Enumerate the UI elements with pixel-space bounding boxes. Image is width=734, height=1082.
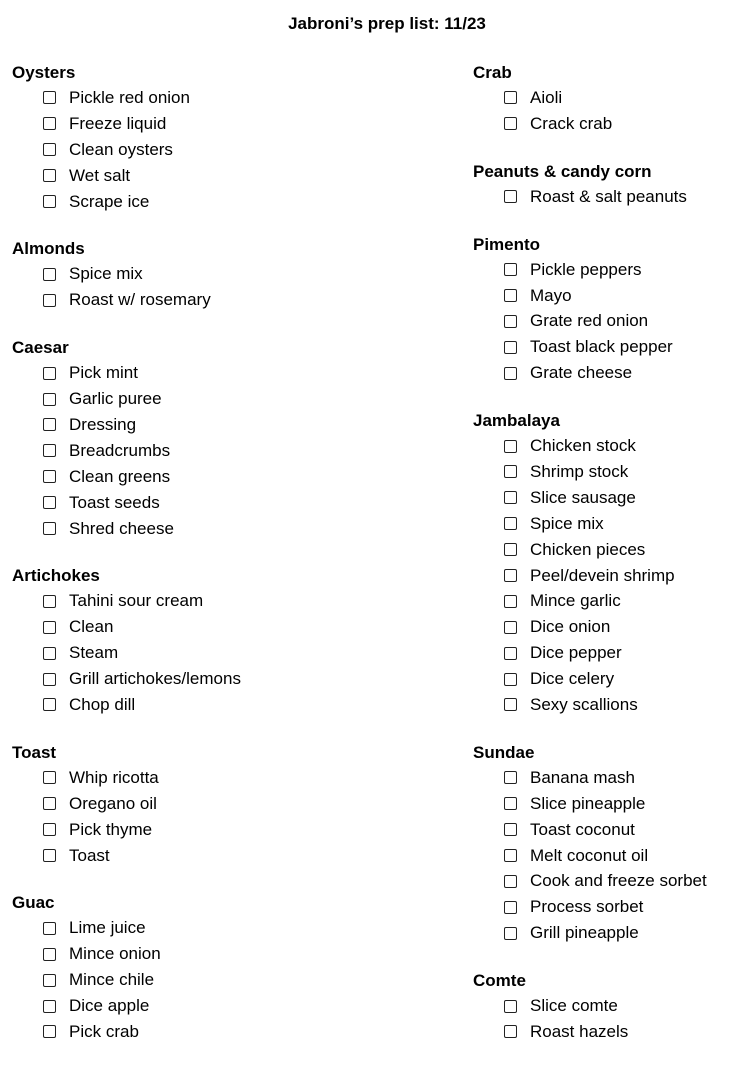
checkbox[interactable] — [43, 268, 56, 281]
checkbox[interactable] — [43, 595, 56, 608]
checklist-item-label: Grate red onion — [530, 311, 649, 331]
section-heading: Toast — [12, 742, 57, 762]
checkbox[interactable] — [43, 117, 56, 130]
checklist-item-label: Dressing — [69, 414, 137, 434]
checklist-item-label: Pick thyme — [69, 819, 153, 839]
checklist-item-label: Pick mint — [69, 363, 138, 383]
checklist-item[interactable] — [12, 287, 241, 313]
checklist-item-label: Chicken pieces — [530, 539, 646, 559]
checkbox[interactable] — [504, 440, 517, 453]
checkbox[interactable] — [504, 289, 517, 302]
checkbox[interactable] — [504, 315, 517, 328]
section-crab — [473, 60, 707, 137]
checkbox[interactable] — [43, 948, 56, 961]
checklist-item-label: Dice onion — [530, 617, 611, 637]
checkbox[interactable] — [43, 470, 56, 483]
checkbox[interactable] — [43, 698, 56, 711]
section-heading: Caesar — [12, 338, 69, 358]
checkbox[interactable] — [43, 393, 56, 406]
checkbox[interactable] — [43, 169, 56, 182]
checklist-item[interactable] — [12, 189, 241, 215]
checkbox[interactable] — [43, 496, 56, 509]
checklist-item-label: Mince garlic — [530, 591, 621, 611]
checkbox[interactable] — [504, 595, 517, 608]
checklist-item[interactable] — [473, 1019, 707, 1045]
checklist-item[interactable] — [473, 334, 707, 360]
checkbox[interactable] — [43, 823, 56, 836]
checklist-item-label: Crack crab — [530, 113, 613, 133]
section-toast — [12, 740, 241, 869]
checklist-item-label: Toast seeds — [69, 492, 160, 512]
checkbox[interactable] — [504, 543, 517, 556]
checklist-item-label: Peel/devein shrimp — [530, 565, 675, 585]
checklist-item[interactable] — [473, 868, 707, 894]
checklist-item-label: Grate cheese — [530, 363, 633, 383]
checklist-item[interactable] — [473, 563, 707, 589]
checklist-item[interactable] — [473, 283, 707, 309]
checklist-item-label: Dice pepper — [530, 643, 622, 663]
checklist-item-label: Mince chile — [69, 970, 155, 990]
checklist-item-label: Spice mix — [69, 264, 143, 284]
checklist-item-label: Toast coconut — [530, 819, 635, 839]
checklist-item-label: Clean greens — [69, 466, 171, 486]
section-oysters — [12, 60, 241, 214]
section-jambalaya — [473, 408, 707, 718]
checkbox[interactable] — [504, 569, 517, 582]
checklist-item-label: Mayo — [530, 285, 572, 305]
checklist-item-label: Breadcrumbs — [69, 440, 171, 460]
section-peanuts-candy-corn — [473, 159, 707, 210]
checkbox[interactable] — [43, 444, 56, 457]
right-column — [473, 60, 707, 1067]
checklist-item-label: Dice celery — [530, 669, 615, 689]
checklist-item[interactable] — [473, 459, 707, 485]
checklist-item[interactable] — [473, 433, 707, 459]
checklist-item-label: Lime juice — [69, 918, 146, 938]
checklist-item-label: Garlic puree — [69, 389, 162, 409]
section-almonds — [12, 236, 241, 313]
checklist-item-label: Slice sausage — [530, 487, 636, 507]
checklist-item[interactable] — [12, 640, 241, 666]
checkbox[interactable] — [504, 1025, 517, 1038]
checklist-item-label: Cook and freeze sorbet — [530, 871, 707, 891]
section-heading: Crab — [473, 63, 512, 82]
checkbox[interactable] — [43, 367, 56, 380]
section-heading: Jambalaya — [473, 411, 560, 431]
checklist-item[interactable] — [473, 765, 707, 791]
section-comte — [473, 968, 707, 1045]
checklist-item[interactable] — [473, 614, 707, 640]
checklist-item-label: Toast black pepper — [530, 337, 673, 357]
checklist-item[interactable] — [473, 817, 707, 843]
checklist-item[interactable] — [473, 640, 707, 666]
checkbox[interactable] — [504, 367, 517, 380]
checkbox[interactable] — [43, 974, 56, 987]
checklist-item[interactable] — [12, 765, 241, 791]
checklist-item[interactable] — [473, 360, 707, 386]
checkbox[interactable] — [504, 673, 517, 686]
checklist-item-label: Melt coconut oil — [530, 845, 649, 865]
checkbox[interactable] — [504, 875, 517, 888]
checklist-item[interactable] — [473, 511, 707, 537]
checklist-item[interactable] — [12, 111, 241, 137]
checklist-item-label: Grill pineapple — [530, 923, 639, 943]
checkbox[interactable] — [504, 263, 517, 276]
checkbox[interactable] — [43, 673, 56, 686]
checklist-item[interactable] — [12, 261, 241, 287]
checklist-item-label: Pickle red onion — [69, 87, 190, 107]
checklist-item[interactable] — [12, 588, 241, 614]
checklist-item-label: Scrape ice — [69, 191, 150, 211]
checklist-item[interactable] — [473, 666, 707, 692]
section-guac — [12, 890, 241, 1044]
checkbox[interactable] — [504, 823, 517, 836]
checklist-item[interactable] — [473, 894, 707, 920]
section-heading: Peanuts & candy corn — [473, 161, 652, 181]
checklist-item-label: Freeze liquid — [69, 113, 167, 133]
checkbox[interactable] — [504, 1000, 517, 1013]
checklist-item[interactable] — [12, 791, 241, 817]
checklist-item-label: Banana mash — [530, 767, 635, 787]
section-heading: Oysters — [12, 63, 76, 82]
checklist-item[interactable] — [12, 967, 241, 993]
checklist-item[interactable] — [12, 692, 241, 718]
section-pimento — [473, 232, 707, 386]
checkbox[interactable] — [43, 418, 56, 431]
checklist-item-label: Tahini sour cream — [69, 591, 204, 611]
checklist-item[interactable] — [473, 485, 707, 511]
checklist-item-label: Toast — [69, 845, 110, 865]
checklist-item[interactable] — [12, 915, 241, 941]
checklist-item[interactable] — [12, 386, 241, 412]
checklist-item[interactable] — [473, 692, 707, 718]
section-heading: Pimento — [473, 234, 541, 254]
checklist-item[interactable] — [12, 137, 241, 163]
checkbox[interactable] — [504, 341, 517, 354]
checklist-item[interactable] — [473, 308, 707, 334]
checkbox[interactable] — [504, 621, 517, 634]
checkbox[interactable] — [43, 621, 56, 634]
checklist-item[interactable] — [12, 490, 241, 516]
section-heading: Comte — [473, 971, 526, 991]
checklist-item[interactable] — [12, 516, 241, 542]
checklist-item-label: Steam — [69, 643, 119, 663]
checklist-item-label: Clean oysters — [69, 139, 173, 159]
checklist-item-label: Process sorbet — [530, 897, 644, 917]
checklist-item[interactable] — [473, 111, 707, 137]
checkbox[interactable] — [43, 294, 56, 307]
checkbox[interactable] — [504, 901, 517, 914]
section-heading: Guac — [12, 893, 55, 913]
checklist-item[interactable] — [473, 184, 707, 210]
checklist-item-label: Pick crab — [69, 1021, 139, 1041]
checklist-item[interactable] — [12, 412, 241, 438]
checklist-item-label: Chop dill — [69, 694, 136, 714]
checkbox[interactable] — [504, 797, 517, 810]
checklist-item[interactable] — [473, 537, 707, 563]
checklist-item-label: Clean — [69, 617, 114, 637]
checklist-item[interactable] — [12, 85, 241, 111]
checklist-item-label: Roast w/ rosemary — [69, 290, 211, 310]
checkbox[interactable] — [43, 195, 56, 208]
checklist-item-label: Pickle peppers — [530, 259, 642, 279]
section-sundae — [473, 740, 707, 946]
checklist-item[interactable] — [12, 360, 241, 386]
checklist-item[interactable] — [473, 85, 707, 111]
section-heading: Almonds — [12, 239, 85, 259]
checklist-item-label: Spice mix — [530, 513, 604, 533]
checklist-item-label: Chicken stock — [530, 436, 636, 456]
left-column — [12, 60, 241, 1067]
checkbox[interactable] — [43, 143, 56, 156]
checkbox[interactable] — [504, 647, 517, 660]
checkbox[interactable] — [43, 522, 56, 535]
checklist-item-label: Shred cheese — [69, 518, 174, 538]
section-caesar — [12, 335, 241, 541]
checklist-item-label: Dice apple — [69, 996, 150, 1016]
checklist-item-label: Mince onion — [69, 944, 161, 964]
section-heading: Artichokes — [12, 566, 100, 586]
checklist-item[interactable] — [473, 791, 707, 817]
checkbox[interactable] — [43, 647, 56, 660]
checklist-item-label: Slice pineapple — [530, 793, 646, 813]
checklist-item-label: Whip ricotta — [69, 767, 159, 787]
checkbox[interactable] — [504, 91, 517, 104]
checklist-item[interactable] — [473, 588, 707, 614]
checkbox[interactable] — [43, 797, 56, 810]
checklist-item[interactable] — [12, 993, 241, 1019]
page-title: Jabroni’s prep list: 11/23 — [288, 14, 486, 33]
checklist-item-label: Roast & salt peanuts — [530, 186, 687, 206]
section-heading: Sundae — [473, 742, 535, 762]
checklist-item[interactable] — [12, 817, 241, 843]
checkbox[interactable] — [504, 190, 517, 203]
checklist-item[interactable] — [12, 614, 241, 640]
checklist-item-label: Sexy scallions — [530, 694, 638, 714]
checkbox[interactable] — [43, 91, 56, 104]
section-artichokes — [12, 563, 241, 717]
checkbox[interactable] — [43, 849, 56, 862]
checkbox[interactable] — [43, 922, 56, 935]
checklist-item[interactable] — [12, 438, 241, 464]
checkbox[interactable] — [43, 771, 56, 784]
checkbox[interactable] — [504, 771, 517, 784]
checklist-item[interactable] — [12, 941, 241, 967]
checkbox[interactable] — [504, 465, 517, 478]
checkbox[interactable] — [504, 849, 517, 862]
checklist-item-label: Grill artichokes/lemons — [69, 669, 241, 689]
checklist-item[interactable] — [473, 843, 707, 869]
checklist-item-label: Oregano oil — [69, 793, 157, 813]
checkbox[interactable] — [504, 491, 517, 504]
checklist-item[interactable] — [473, 920, 707, 946]
checklist-item-label: Slice comte — [530, 996, 618, 1016]
checklist-item-label: Shrimp stock — [530, 461, 629, 481]
checklist-item[interactable] — [12, 464, 241, 490]
checkbox[interactable] — [504, 117, 517, 130]
checklist-item[interactable] — [473, 993, 707, 1019]
checklist-item[interactable] — [473, 257, 707, 283]
checklist-item-label: Roast hazels — [530, 1021, 629, 1041]
checkbox[interactable] — [43, 1025, 56, 1038]
checklist-item[interactable] — [12, 163, 241, 189]
checkbox[interactable] — [504, 517, 517, 530]
checkbox[interactable] — [504, 927, 517, 940]
checklist-item-label: Aioli — [530, 87, 563, 107]
checklist-item-label: Wet salt — [69, 165, 131, 185]
checklist-item[interactable] — [12, 666, 241, 692]
checklist-item[interactable] — [12, 843, 241, 869]
checkbox[interactable] — [43, 1000, 56, 1013]
checkbox[interactable] — [504, 698, 517, 711]
checklist-item[interactable] — [12, 1019, 241, 1045]
